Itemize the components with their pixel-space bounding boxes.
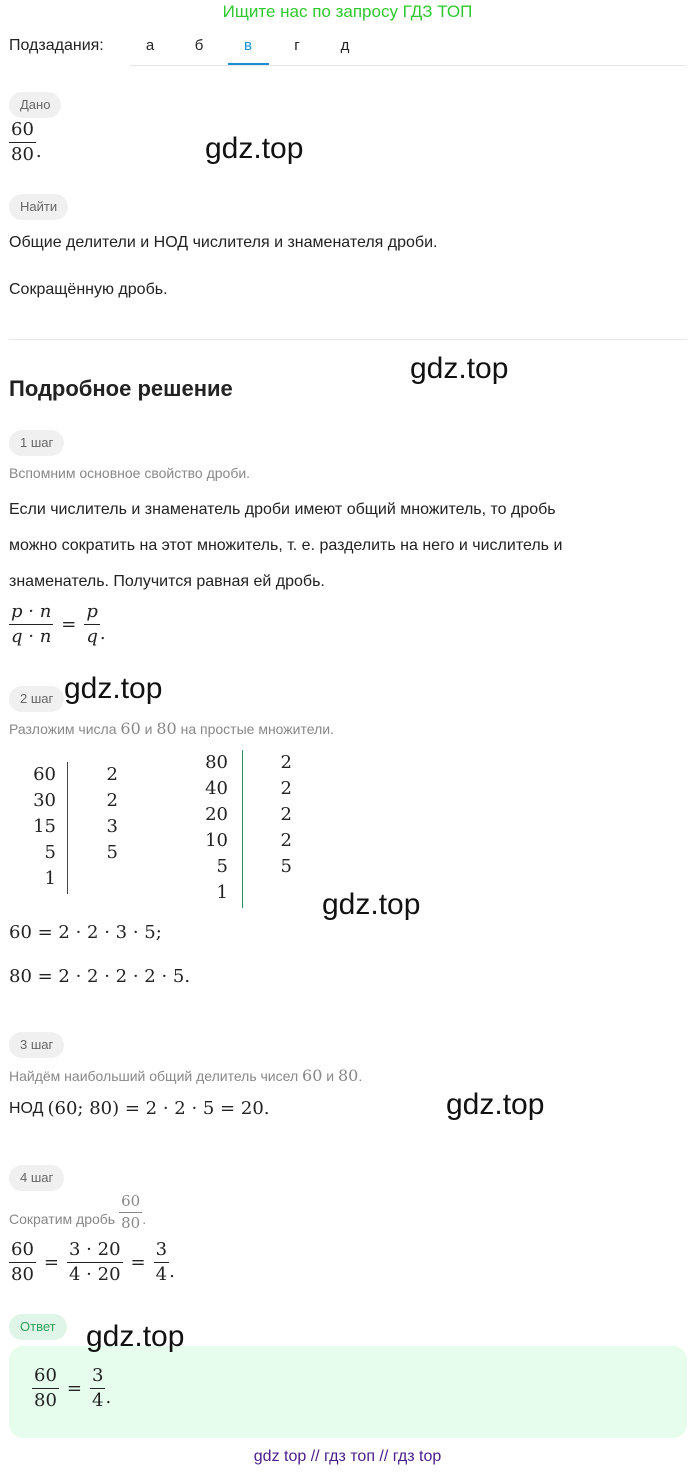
watermark: gdz.top [64, 672, 163, 705]
formula-equals: = [61, 613, 77, 635]
factorization-60: 60 = 2 · 2 · 3 · 5; [9, 922, 162, 943]
find-line-2: Сокращённую дробь. [9, 281, 168, 298]
given-period: . [35, 140, 42, 162]
tab-v[interactable]: в [244, 37, 252, 54]
tab-g[interactable]: г [294, 37, 300, 54]
step-1-chip: 1 шаг [9, 430, 64, 456]
step-4-chip: 4 шаг [9, 1165, 64, 1191]
factor-table-80-right: 2 2 2 2 5 [280, 752, 292, 877]
watermark: gdz.top [410, 352, 509, 385]
tab-b[interactable]: б [194, 37, 204, 54]
factor-table-80-divider [242, 750, 243, 908]
hint-fraction-denominator: 80 [121, 1213, 141, 1232]
tab-d[interactable]: д [340, 37, 350, 54]
section-divider [9, 339, 687, 340]
reduction-f1-numerator: 60 [11, 1239, 34, 1260]
answer-denominator-2: 4 [92, 1389, 104, 1411]
step-2-chip: 2 шаг [9, 686, 64, 712]
given-chip: Дано [9, 92, 61, 118]
answer-denominator-1: 80 [34, 1389, 57, 1411]
given-numerator: 60 [11, 119, 34, 140]
answer-equals: = [66, 1377, 82, 1399]
search-banner: Ищите нас по запросу ГДЗ ТОП [222, 2, 473, 21]
factor-table-60-left: 60 30 15 5 1 [33, 764, 56, 889]
find-line-1: Общие делители и НОД числителя и знаменателя дроби. [9, 234, 438, 251]
nod-label: НОД [9, 1099, 44, 1117]
watermark: gdz.top [322, 888, 421, 921]
answer-period: . [105, 1386, 112, 1408]
reduction-f3-numerator: 3 [155, 1239, 168, 1260]
formula-rhs-denominator: q [86, 625, 98, 647]
watermark: gdz.top [205, 132, 304, 165]
answer-numerator-1: 60 [34, 1365, 57, 1386]
step-1-text-line-2: можно сократить на этот множитель, т. е. разделить на него и числитель и [9, 537, 563, 554]
factor-table-60-divider [67, 762, 68, 894]
step-1-text-line-1: Если числитель и знаменатель дроби имеют общий множитель, то дробь [9, 501, 556, 518]
step-2-hint: Разложим числа 60 и 80 на простые множители. [9, 719, 334, 738]
nod-expression: (60; 80) = 2 · 2 · 5 = 20. [47, 1098, 270, 1119]
factor-table-60-right: 2 2 3 5 [106, 764, 118, 863]
step-3-hint: Найдём наибольший общий делитель чисел 60 и 80. [9, 1066, 363, 1085]
solution-heading: Подробное решение [9, 376, 233, 401]
reduction-equals-1: = [43, 1251, 59, 1273]
watermark: gdz.top [446, 1088, 545, 1121]
hint-fraction-numerator: 60 [121, 1192, 141, 1210]
active-tab-indicator [228, 63, 269, 65]
step-1-formula [9, 602, 106, 647]
factor-table-80-left: 80 40 20 10 5 1 [205, 752, 228, 903]
subtasks-label: Подзадания: [9, 37, 104, 54]
step-1-hint: Вспомним основное свойство дроби. [9, 465, 251, 481]
reduction-period: . [169, 1260, 175, 1282]
step-1-text [9, 492, 689, 600]
watermark: gdz.top [86, 1320, 185, 1353]
step-4-hint: Сократим дробь $\frac{60}{80}$ . [9, 1192, 147, 1232]
find-chip: Найти [9, 194, 68, 220]
reduction-f2-numerator: 3 · 20 [69, 1239, 121, 1260]
step-1-text-line-3: знаменатель. Получится равная ей дробь. [9, 573, 325, 590]
formula-lhs-numerator: p · n [11, 601, 52, 622]
answer-numerator-2: 3 [92, 1365, 104, 1386]
given-denominator: 80 [11, 143, 34, 165]
footer-links[interactable]: gdz top // гдз топ // гдз top [253, 1448, 442, 1465]
step-3-chip: 3 шаг [9, 1032, 64, 1058]
tab-a[interactable]: а [145, 37, 155, 54]
nod-result [9, 1098, 270, 1119]
answer-formula [32, 1366, 111, 1411]
reduction-f2-denominator: 4 · 20 [69, 1263, 121, 1285]
formula-lhs-denominator: q · n [11, 625, 52, 647]
reduction-formula [9, 1240, 175, 1285]
formula-rhs-numerator: p [86, 601, 98, 622]
formula-period: . [99, 622, 106, 644]
tabs-divider [130, 65, 687, 66]
given-fraction [9, 120, 42, 165]
reduction-f3-denominator: 4 [155, 1263, 168, 1285]
answer-chip: Ответ [9, 1314, 67, 1340]
factorization-80: 80 = 2 · 2 · 2 · 2 · 5. [9, 966, 191, 987]
reduction-equals-2: = [130, 1251, 146, 1273]
reduction-f1-denominator: 80 [11, 1263, 34, 1285]
